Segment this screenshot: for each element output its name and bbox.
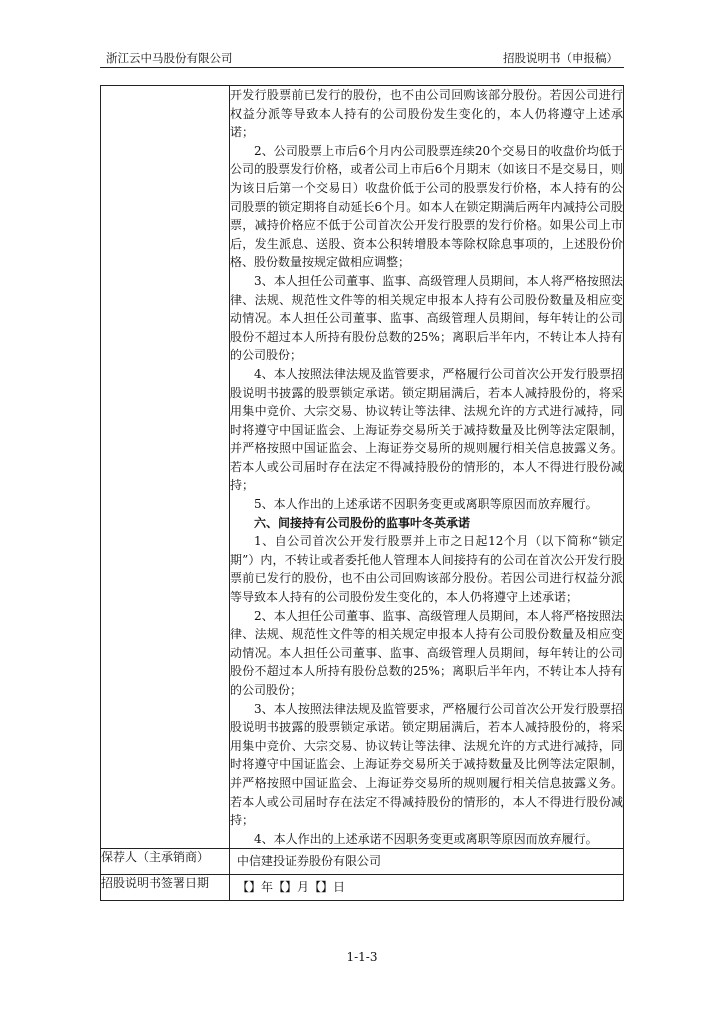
paragraph-item-2: 2、公司股票上市后6个月内公司股票连续20个交易日的收盘价均低于公司的股票发行价格，或者公司上市后6个月期末（如该日不是交易日，则为该日后第一个交易日）收盘价低于公司的股票发行价格，本人持有的公司股票的锁定期将自动延长6个月。如本人在锁定期满后两年内减持公司股票，减持价格应不低于公司首次公开发行股票的发行价格。如果公司上市后，发生派息、送股、资本公积转增股本等除权除息事项的，上述股份价格、股份数量按规定做相应调整； [230,143,623,270]
paragraph-supervisor-item-3: 3、本人按照法律法规及监管要求，严格履行公司首次公开发行股票招股说明书披露的股票锁定承诺。锁定期届满后，若本人减持股份的，将采用集中竞价、大宗交易、协议转让等法律、法规允许的方式进行减持，同时将遵守中国证监会、上海证券交易所关于减持数量及比例等法定限制，并严格按照中国证监会、上海证券交易所的规则履行相关信息披露义务。若本人或公司届时存在法定不得减持股份的情形的，本人不得进行股份减持； [230,701,623,828]
sponsor-label: 保荐人（主承销商） [101,849,230,875]
page-number: 1-1-3 [346,950,378,964]
paragraph-supervisor-item-1: 1、自公司首次公开发行股票并上市之日起12个月（以下简称“锁定期”）内，不转让或者委托他人管理本人间接持有的公司在首次公开发行股票前已发行的股份，也不由公司回购该部分股份。若因公司进行权益分派等导致本人持有的公司股份发生变化的，本人仍将遵守上述承诺； [230,534,623,605]
sponsor-row [101,849,624,875]
commitment-row [101,86,624,849]
cover-info-table [100,85,624,901]
paragraph-supervisor-item-4: 4、本人作出的上述承诺不因职务变更或离职等原因而放弃履行。 [254,831,598,846]
section-heading-six: 六、间接持有公司股份的监事叶冬英承诺 [254,515,471,530]
signing-date-row [101,875,624,901]
commitment-label-cell [101,86,230,849]
header-document-title: 招股说明书（申报稿） [503,51,618,65]
signing-date-value: 【】年【】月【】日 [230,875,624,901]
page-header [100,50,624,68]
paragraph-supervisor-item-2: 2、本人担任公司董事、监事、高级管理人员期间，本人将严格按照法律、法规、规范性文件等的相关规定申报本人持有公司股份数量及相应变动情况。本人担任公司董事、监事、高级管理人员期间，每年转让的公司股份不超过本人所持有股份总数的25%；离职后半年内，不转让本人持有的公司股份； [230,608,623,697]
paragraph-item-3: 3、本人担任公司董事、监事、高级管理人员期间，本人将严格按照法律、法规、规范性文件等的相关规定申报本人持有公司股份数量及相应变动情况。本人担任公司董事、监事、高级管理人员期间，每年转让的公司股份不超过本人所持有股份总数的25%；离职后半年内，不转让本人持有的公司股份； [230,273,623,363]
paragraph-item-4: 4、本人按照法律法规及监管要求，严格履行公司首次公开发行股票招股说明书披露的股票锁定承诺。锁定期届满后，若本人减持股份的，将采用集中竞价、大宗交易、协议转让等法律、法规允许的方式进行减持，同时将遵守中国证监会、上海证券交易所关于减持数量及比例等法定限制，并严格按照中国证监会、上海证券交易所的规则履行相关信息披露义务。若本人或公司届时存在法定不得减持股份的情形的，本人不得进行股份减持； [230,366,623,493]
signing-date-label: 招股说明书签署日期 [101,875,230,901]
commitment-content-cell [230,86,624,849]
header-company-name: 浙江云中马股份有限公司 [106,51,233,65]
sponsor-value: 中信建投证券股份有限公司 [230,849,624,875]
paragraph-item-5: 5、本人作出的上述承诺不因职务变更或离职等原因而放弃履行。 [254,497,598,512]
paragraph-continuation: 开发行股票前已发行的股份，也不由公司回购该部分股份。若因公司进行权益分派等导致本人持有的公司股份发生变化的，本人仍将遵守上述承诺； [230,88,623,140]
